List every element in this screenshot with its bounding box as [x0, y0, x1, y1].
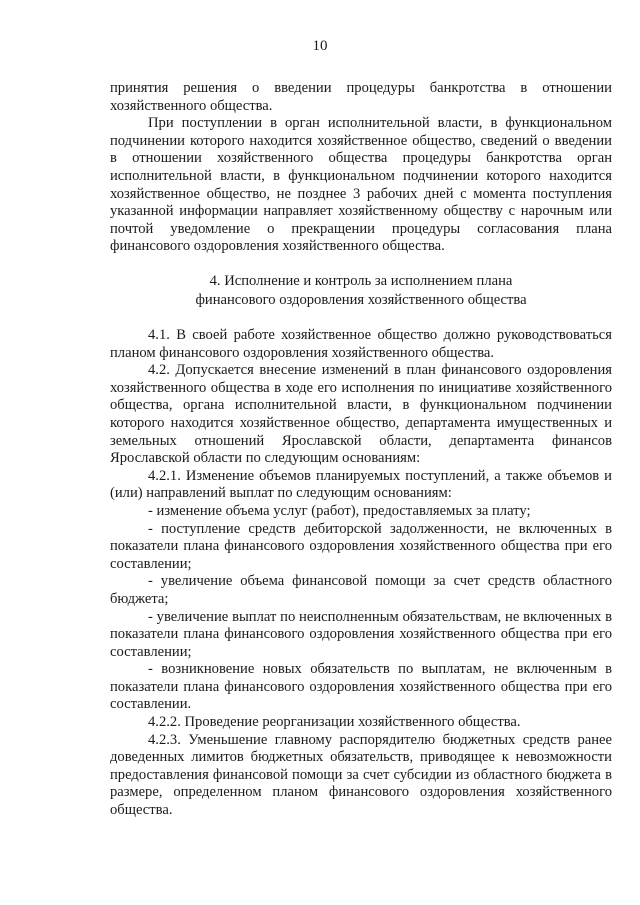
section-heading-line-1: 4. Исполнение и контроль за исполнением плана: [209, 273, 513, 289]
list-item-receivables: - поступление средств дебиторской задолженности, не включенных в показатели плана финансового оздоровления хозяйственного общества при его составлении;: [110, 520, 612, 572]
section-heading: [110, 272, 612, 310]
intro-paragraph: При поступлении в орган исполнительной власти, в функциональном подчинении которого находится хозяйственное общество, сведений о введении в отношении хозяйственного общества процедуры банкротства орган исполнительной власти, в функциональном подчинении которого находится хозяйственное общество, не позднее 3 рабочих дней с момента поступления указанной информации направляет хозяйственному обществу с нарочным или почтой уведомление о прекращении процедуры согласования плана финансового оздоровления хозяйственного общества.: [110, 115, 612, 255]
list-item-financial-aid: - увеличение объема финансовой помощи за счет средств областного бюджета;: [110, 573, 612, 607]
section-body: [110, 327, 612, 820]
page-number: 10: [312, 38, 328, 54]
list-item-service-volume: - изменение объема услуг (работ), предоставляемых за плату;: [148, 502, 531, 519]
paragraph-4-1: 4.1. В своей работе хозяйственное общество должно руководствоваться планом финансового оздоровления хозяйственного общества.: [110, 327, 612, 361]
intro-block: [110, 80, 612, 256]
paragraph-4-2-2: 4.2.2. Проведение реорганизации хозяйственного общества.: [148, 714, 521, 731]
section-heading-line-2: финансового оздоровления хозяйственного общества: [195, 292, 527, 308]
paragraph-4-2-1: 4.2.1. Изменение объемов планируемых поступлений, а также объемов и (или) направлений выплат по следующим основаниям:: [110, 467, 612, 502]
paragraph-4-2: 4.2. Допускается внесение изменений в план финансового оздоровления хозяйственного общества в ходе его исполнения по инициативе хозяйственного общества, органа исполнительной власти, в функциональном подчинении которого находится хозяйственное общество, департамента имущественных и земельных отношений Ярославской области, департамента финансов Ярославской области по следующим основаниям:: [110, 362, 612, 467]
list-item-unfulfilled-obligations: - увеличение выплат по неисполненным обязательствам, не включенных в показатели плана финансового оздоровления хозяйственного общества при его составлении;: [110, 608, 612, 660]
paragraph-4-2-3: 4.2.3. Уменьшение главному распорядителю бюджетных средств ранее доведенных лимитов бюджетных обязательств, приводящее к невозможности предоставления финансовой помощи за счет субсидии из областного бюджета в размере, определенном планом финансового оздоровления хозяйственного общества.: [110, 731, 612, 819]
list-item-new-obligations: - возникновение новых обязательств по выплатам, не включенным в показатели плана финансового оздоровления хозяйственного общества при его составлении.: [110, 661, 612, 713]
intro-continuation: принятия решения о введении процедуры банкротства в отношении хозяйственного общества.: [110, 80, 612, 114]
